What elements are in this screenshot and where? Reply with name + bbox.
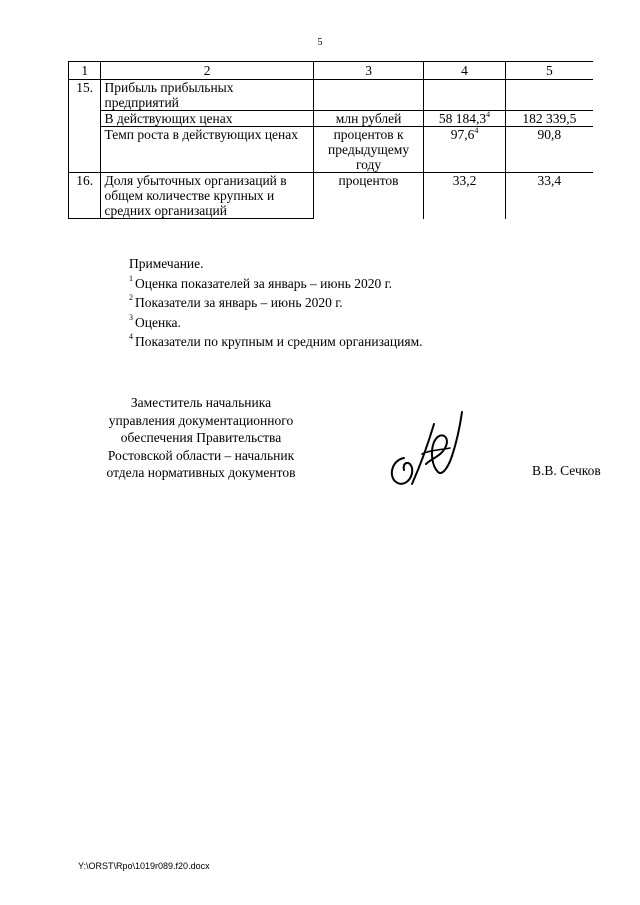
footnote-ref: 4	[486, 110, 491, 119]
value-cell: 33,2	[424, 173, 505, 219]
position-line: Заместитель начальника	[130, 395, 272, 410]
table-row	[69, 111, 594, 127]
row-label: Прибыль прибыльных предприятий	[101, 80, 313, 111]
value-cell	[424, 127, 505, 173]
header-cell-3: 3	[313, 62, 424, 80]
table-row	[69, 80, 594, 111]
note-text: Показатели за январь – июнь 2020 г.	[135, 295, 343, 310]
table-header-row	[69, 62, 594, 80]
value-cell	[424, 80, 505, 111]
table-row	[69, 127, 594, 173]
footnote-ref: 4	[474, 126, 479, 135]
page-number: 5	[317, 37, 323, 48]
note-text: Оценка показателей за январь – июнь 2020 г.	[135, 275, 392, 291]
unit-cell: млн рублей	[313, 111, 424, 127]
value-cell: 33,4	[505, 173, 593, 219]
value-text: 58 184,3	[438, 111, 487, 126]
header-cell-4: 4	[424, 62, 505, 80]
note-item	[129, 274, 423, 294]
note-text: Оценка.	[135, 314, 181, 330]
value-cell	[505, 80, 593, 111]
header-cell-2: 2	[101, 62, 313, 80]
position-line: обеспечения Правительства	[120, 430, 282, 445]
signer-name: В.В. Сечков	[532, 463, 601, 478]
position-line: Ростовской области – начальник	[107, 447, 295, 463]
table-row	[69, 173, 594, 219]
note-marker: 3	[129, 312, 133, 322]
position-line: управления документационного	[108, 412, 294, 428]
note-marker: 2	[129, 293, 133, 302]
position-line: отдела нормативных документов	[106, 465, 296, 480]
unit-cell	[313, 80, 424, 111]
header-cell-1: 1	[69, 62, 101, 80]
row-label: Темп роста в действующих ценах	[101, 127, 313, 173]
note-text: Показатели по крупным и средним организациям.	[135, 334, 423, 349]
note-marker: 1	[129, 273, 133, 283]
handwritten-signature	[382, 406, 466, 490]
note-item	[129, 293, 423, 313]
unit-cell: процентов	[313, 173, 424, 219]
value-cell: 90,8	[505, 127, 593, 173]
value-text: 97,6	[450, 127, 475, 142]
notes-title: Примечание.	[129, 256, 204, 271]
file-path-footer: Y:\ORST\Rpo\1019r089.f20.docx	[78, 861, 210, 871]
value-cell	[424, 111, 505, 127]
row-number: 16.	[69, 173, 101, 219]
header-cell-5: 5	[505, 62, 593, 80]
signatory-position	[80, 394, 322, 482]
data-table	[68, 61, 593, 219]
row-label: В действующих ценах	[101, 111, 313, 127]
notes-section	[129, 254, 423, 352]
row-label: Доля убыточных организаций в общем количестве крупных и средних организаций	[101, 173, 313, 219]
note-marker: 4	[129, 332, 133, 341]
unit-cell: процентов к предыдущему году	[313, 127, 424, 173]
note-item	[129, 332, 423, 352]
row-number: 15.	[69, 80, 101, 173]
value-cell: 182 339,5	[505, 111, 593, 127]
note-item	[129, 313, 423, 333]
